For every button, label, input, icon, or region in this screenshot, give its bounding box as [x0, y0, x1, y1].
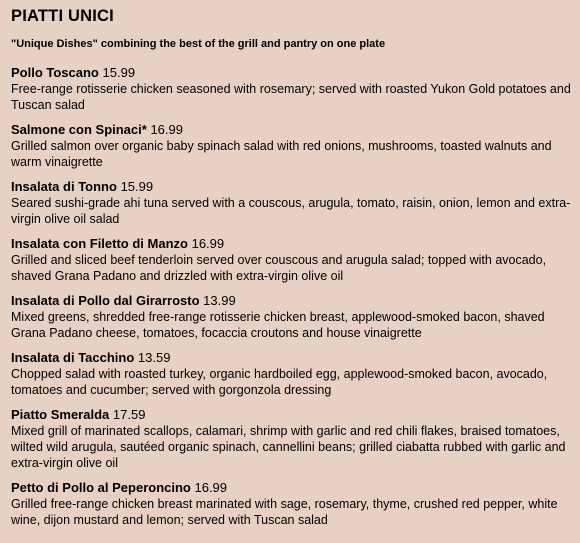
item-heading — [11, 179, 576, 195]
menu-item — [11, 480, 576, 528]
item-heading — [11, 480, 576, 496]
item-price: 17.59 — [112, 407, 146, 422]
menu-item — [11, 236, 576, 284]
item-heading — [11, 122, 576, 138]
item-name: Salmone con Spinaci* — [11, 122, 147, 137]
item-price: 15.99 — [102, 65, 136, 80]
item-description: Chopped salad with roasted turkey, organic hardboiled egg, applewood-smoked bacon, avocado, tomatoes and cucumber; served with gorgonzola dressing — [11, 367, 548, 397]
menu-list — [11, 65, 576, 528]
item-name: Petto di Pollo al Peperoncino — [11, 480, 191, 495]
item-name: Insalata con Filetto di Manzo — [11, 236, 188, 251]
item-heading — [11, 350, 576, 366]
item-heading — [11, 407, 576, 423]
item-price: 13.99 — [203, 293, 236, 308]
menu-item — [11, 350, 576, 398]
item-heading — [11, 293, 576, 309]
menu-item — [11, 179, 576, 227]
item-description: Grilled salmon over organic baby spinach salad with red onions, mushrooms, toasted walnuts and warm vinaigrette — [11, 139, 552, 169]
item-heading — [11, 65, 576, 81]
item-price: 16.99 — [191, 236, 225, 251]
item-description: Grilled and sliced beef tenderloin served over couscous and arugula salad; topped with avocado, shaved Grana Padano and drizzled with extra-virgin olive oil — [11, 253, 547, 283]
item-price: 16.99 — [150, 122, 183, 137]
menu-page — [11, 6, 576, 537]
item-name: Pollo Toscano — [11, 65, 99, 80]
menu-item — [11, 122, 576, 170]
item-name: Insalata di Pollo dal Girarrosto — [11, 293, 200, 308]
section-tagline: "Unique Dishes" combining the best of the grill and pantry on one plate — [11, 38, 386, 50]
section-title: PIATTI UNICI — [11, 7, 114, 25]
menu-item — [11, 65, 576, 113]
menu-item — [11, 407, 576, 471]
item-description: Mixed grill of marinated scallops, calamari, shrimp with garlic and red chili flakes, braised tomatoes, wilted wild arugula, sautéed organic spinach, cannellini beans; grilled ciabatta rubbed with garlic and extra-virgin olive oil — [11, 424, 566, 470]
item-description: Grilled free-range chicken breast marinated with sage, rosemary, thyme, crushed red pepper, white wine, dijon mustard and lemon; served with Tuscan salad — [11, 497, 558, 527]
menu-item — [11, 293, 576, 341]
item-name: Insalata di Tonno — [11, 179, 117, 194]
item-heading — [11, 236, 576, 252]
item-name: Piatto Smeralda — [11, 407, 110, 422]
item-description: Free-range rotisserie chicken seasoned with rosemary; served with roasted Yukon Gold potatoes and Tuscan salad — [11, 82, 571, 112]
item-price: 13.59 — [137, 350, 171, 365]
item-price: 16.99 — [194, 480, 228, 495]
item-description: Seared sushi-grade ahi tuna served with a couscous, arugula, tomato, raisin, onion, lemon and extra-virgin olive oil salad — [11, 196, 571, 226]
item-price: 15.99 — [120, 179, 154, 194]
item-description: Mixed greens, shredded free-range rotisserie chicken breast, applewood-smoked bacon, shaved Grana Padano cheese, tomatoes, focaccia croutons and house vinaigrette — [11, 310, 545, 340]
item-name: Insalata di Tacchino — [11, 350, 135, 365]
